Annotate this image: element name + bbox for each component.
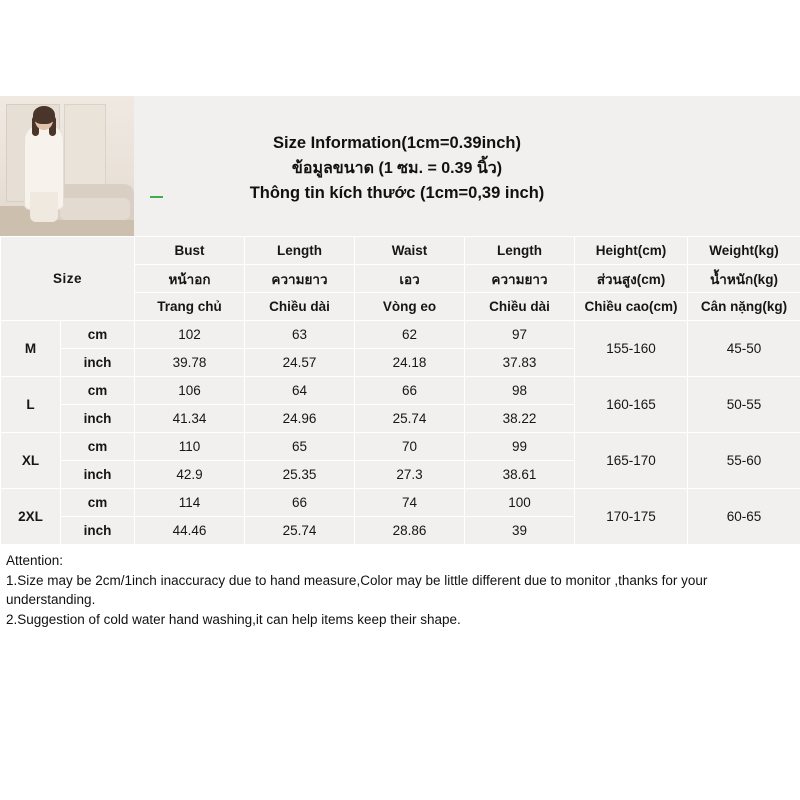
cell-length2: 38.61 xyxy=(465,461,575,489)
cell-weight: 60-65 xyxy=(688,489,800,545)
cell-height: 170-175 xyxy=(575,489,688,545)
col-header-length1-th: ความยาว xyxy=(245,265,355,293)
cell-waist: 70 xyxy=(355,433,465,461)
col-header-length2-en: Length xyxy=(465,237,575,265)
size-table xyxy=(0,236,800,545)
row-unit-inch: inch xyxy=(61,405,135,433)
row-unit-inch: inch xyxy=(61,461,135,489)
attention-line-1: 1.Size may be 2cm/1inch inaccuracy due to hand measure,Color may be little different due to monitor ,thanks for your understanding. xyxy=(6,572,708,608)
row-unit-cm: cm xyxy=(61,489,135,517)
cell-bust: 39.78 xyxy=(135,349,245,377)
cell-height: 160-165 xyxy=(575,377,688,433)
product-photo xyxy=(0,96,134,236)
attention-block xyxy=(0,545,800,639)
row-unit-inch: inch xyxy=(61,349,135,377)
row-size-xl: XL xyxy=(1,433,61,489)
col-header-length1-vi: Chiều dài xyxy=(245,293,355,321)
row-size-l: L xyxy=(1,377,61,433)
cell-bust: 102 xyxy=(135,321,245,349)
cell-length2: 98 xyxy=(465,377,575,405)
col-header-bust-th: หน้าอก xyxy=(135,265,245,293)
title-vi: Thông tin kích thước (1cm=0,39 inch) xyxy=(249,184,545,203)
cell-length2: 97 xyxy=(465,321,575,349)
cell-bust: 42.9 xyxy=(135,461,245,489)
row-size-2xl: 2XL xyxy=(1,489,61,545)
cell-length2: 99 xyxy=(465,433,575,461)
cell-waist: 27.3 xyxy=(355,461,465,489)
green-marker-icon xyxy=(150,196,163,198)
row-unit-inch: inch xyxy=(61,517,135,545)
cell-length1: 25.74 xyxy=(245,517,355,545)
cell-length2: 100 xyxy=(465,489,575,517)
table-row xyxy=(1,489,800,517)
table-row xyxy=(1,377,800,405)
col-header-length2-th: ความยาว xyxy=(465,265,575,293)
row-unit-cm: cm xyxy=(61,321,135,349)
col-header-weight-th: น้ำหนัก(kg) xyxy=(688,265,800,293)
title-block xyxy=(134,96,800,236)
col-header-height-th: ส่วนสูง(cm) xyxy=(575,265,688,293)
cell-bust: 110 xyxy=(135,433,245,461)
row-unit-cm: cm xyxy=(61,433,135,461)
cell-bust: 41.34 xyxy=(135,405,245,433)
col-header-height-en: Height(cm) xyxy=(575,237,688,265)
cell-length1: 63 xyxy=(245,321,355,349)
cell-weight: 55-60 xyxy=(688,433,800,489)
cell-waist: 62 xyxy=(355,321,465,349)
attention-line-2: 2.Suggestion of cold water hand washing,it can help items keep their shape. xyxy=(6,611,461,627)
cell-bust: 106 xyxy=(135,377,245,405)
cell-height: 155-160 xyxy=(575,321,688,377)
cell-waist: 28.86 xyxy=(355,517,465,545)
attention-heading: Attention: xyxy=(6,553,64,568)
col-header-length2-vi: Chiều dài xyxy=(465,293,575,321)
col-header-waist-th: เอว xyxy=(355,265,465,293)
title-en: Size Information(1cm=0.39inch) xyxy=(272,134,522,153)
cell-length1: 66 xyxy=(245,489,355,517)
col-header-bust-vi: Trang chủ xyxy=(135,293,245,321)
chart-header xyxy=(0,96,800,236)
cell-length1: 64 xyxy=(245,377,355,405)
cell-length1: 65 xyxy=(245,433,355,461)
table-row xyxy=(1,321,800,349)
cell-length1: 25.35 xyxy=(245,461,355,489)
col-header-weight-vi: Cân nặng(kg) xyxy=(688,293,800,321)
table-row xyxy=(1,433,800,461)
row-unit-cm: cm xyxy=(61,377,135,405)
col-header-length1-en: Length xyxy=(245,237,355,265)
col-header-height-vi: Chiều cao(cm) xyxy=(575,293,688,321)
cell-bust: 44.46 xyxy=(135,517,245,545)
cell-waist: 25.74 xyxy=(355,405,465,433)
size-header-cell: Size xyxy=(1,237,135,321)
col-header-bust-en: Bust xyxy=(135,237,245,265)
cell-waist: 24.18 xyxy=(355,349,465,377)
size-chart-sheet xyxy=(0,96,800,639)
title-th: ข้อมูลขนาด (1 ซม. = 0.39 นิ้ว) xyxy=(291,159,503,177)
cell-length1: 24.96 xyxy=(245,405,355,433)
col-header-weight-en: Weight(kg) xyxy=(688,237,800,265)
cell-waist: 74 xyxy=(355,489,465,517)
cell-length2: 37.83 xyxy=(465,349,575,377)
row-size-m: M xyxy=(1,321,61,377)
cell-weight: 50-55 xyxy=(688,377,800,433)
cell-height: 165-170 xyxy=(575,433,688,489)
cell-length1: 24.57 xyxy=(245,349,355,377)
cell-weight: 45-50 xyxy=(688,321,800,377)
col-header-waist-en: Waist xyxy=(355,237,465,265)
table-header-row-en xyxy=(1,237,800,265)
cell-waist: 66 xyxy=(355,377,465,405)
cell-length2: 39 xyxy=(465,517,575,545)
cell-length2: 38.22 xyxy=(465,405,575,433)
col-header-waist-vi: Vòng eo xyxy=(355,293,465,321)
cell-bust: 114 xyxy=(135,489,245,517)
